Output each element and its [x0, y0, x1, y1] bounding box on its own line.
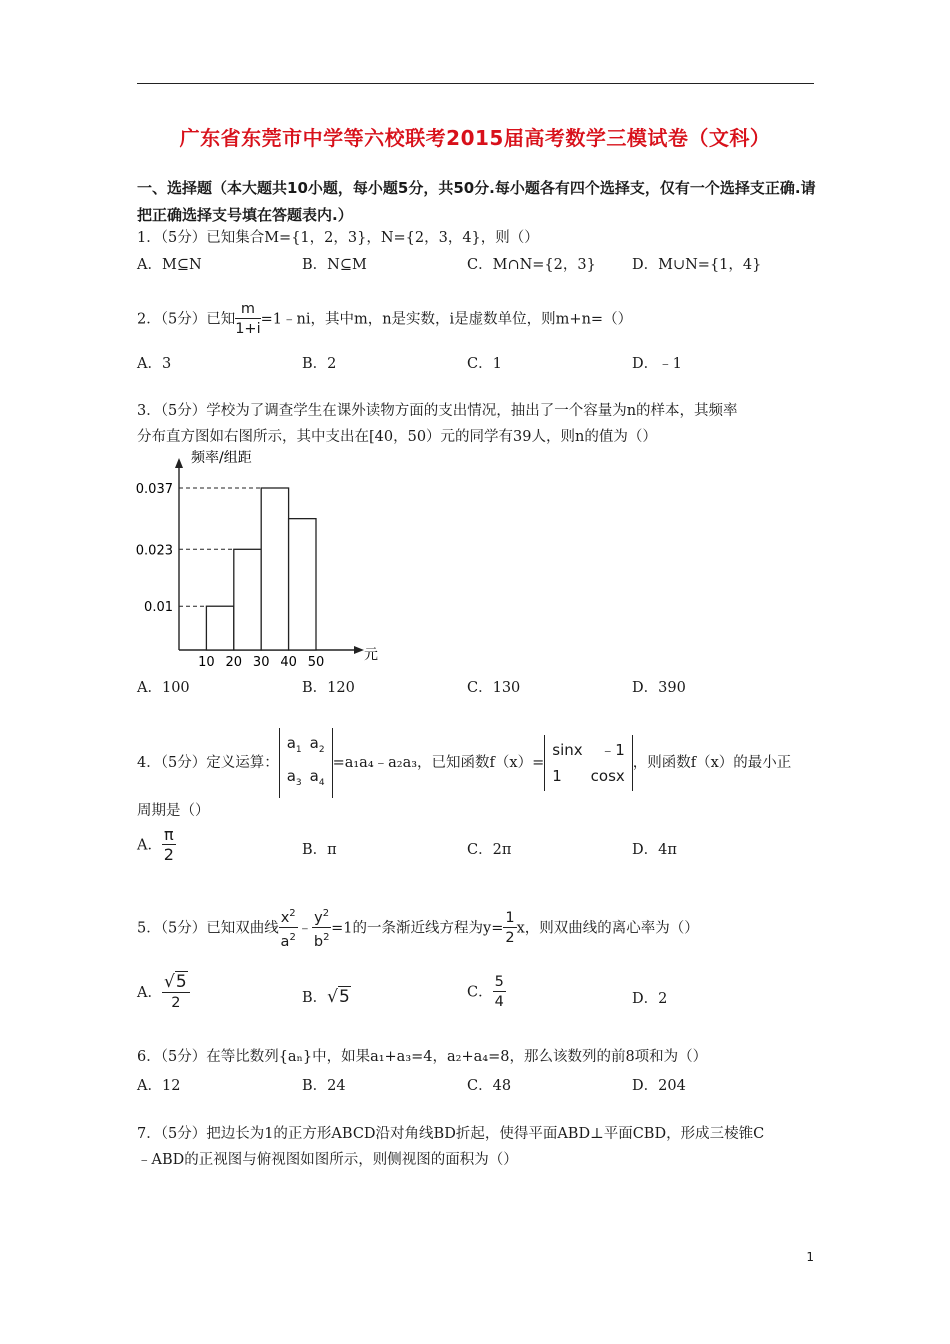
q5-option-a: A． $\frac{√5}{2}$: [137, 973, 190, 1013]
page-number: 1: [806, 1250, 814, 1264]
q2-option-a: A．3: [137, 356, 172, 372]
q6-option-a: A．12: [137, 1078, 181, 1094]
q2-suffix: =1﹣ni，其中m，n是实数，i是虚数单位，则m+n=（）: [260, 311, 633, 328]
section-heading: 一、选择题（本大题共10小题，每小题5分，共50分.每小题各有四个选择支，仅有一个选择支正确.请把正确选择支号填在答题表内.）: [137, 179, 816, 224]
y-tick-label: 0.01: [144, 600, 173, 616]
y-axis-label: 频率/组距: [191, 450, 252, 466]
histogram-bar: [289, 519, 316, 650]
x2-over-a2-fraction: $\frac{x^2}{a^2}$: [279, 905, 298, 952]
x-tick-label: 50: [307, 655, 325, 670]
q3-option-a: A．100: [137, 680, 190, 696]
y-tick-label: 0.037: [135, 482, 173, 497]
q6-option-c: C．48: [467, 1078, 512, 1094]
question-4-line2: 周期是（）: [137, 803, 210, 819]
det-cell: $a_2$: [309, 734, 325, 755]
question-5: 5．（5分）已知双曲线 $\frac{x^2}{a^2}$ ﹣ $\frac{y^2}{b^2}$ =1的一条渐近线方程为y= $\frac{1}{2}$ x，则双曲线的离心率为（）: [137, 905, 699, 952]
sqrt5: √5: [327, 987, 350, 1007]
q2-frac-num: m: [235, 300, 260, 319]
x-tick-label: 20: [225, 655, 243, 670]
q4-suffix: ，则函数f（x）的最小正: [632, 755, 792, 771]
sqrt5-over-2-fraction: $\frac{√5}{2}$: [162, 973, 190, 1013]
question-7-line2: ﹣ABD的正视图与俯视图如图所示，则侧视图的面积为（）: [137, 1152, 518, 1168]
q1-option-c: C．M∩N={2，3}: [467, 257, 596, 273]
x-tick-label: 40: [280, 655, 297, 670]
q3-option-b: B．120: [302, 680, 355, 696]
pi-over-2-fraction: $\frac{\pi}{2}$: [163, 825, 174, 864]
x-axis-arrow: [354, 646, 364, 654]
one-half-fraction: $\frac{1}{2}$: [505, 909, 515, 946]
question-6: 6．（5分）在等比数列{aₙ}中，如果a₁+a₃=4，a₂+a₄=8，那么该数列的前8项和为（）: [137, 1049, 708, 1065]
histogram-plot: [136, 450, 378, 670]
q2-option-b: B．2: [302, 356, 337, 372]
det-cell: ﹣1: [600, 741, 625, 759]
q2-option-d: D．﹣1: [632, 356, 682, 372]
q1-option-d: D．M∪N={1，4}: [632, 257, 762, 273]
q4-determinant-def: [279, 728, 333, 798]
q1-option-b: B．N⊆M: [302, 257, 367, 273]
q5-suffix: x，则双曲线的离心率为（）: [516, 920, 699, 937]
q3-option-c: C．130: [467, 680, 521, 696]
q5-middle: =1的一条渐近线方程为y=: [331, 920, 504, 937]
y-axis-arrow: [175, 458, 183, 468]
det-cell: sinx: [552, 741, 583, 759]
q2-prefix: 2．（5分）已知: [137, 311, 236, 328]
q5-prefix: 5．（5分）已知双曲线: [137, 920, 279, 937]
q5-option-d: D．2: [632, 991, 668, 1007]
q2-frac-den: 1+i: [235, 321, 261, 337]
det-cell: $a_4$: [309, 767, 325, 788]
page-title: 广东省东莞市中学等六校联考2015届高考数学三模试卷（文科）: [179, 126, 771, 150]
x-tick-label: 10: [198, 655, 215, 670]
x-axis-label: 元: [364, 647, 378, 663]
five-fourths-fraction: $\frac{5}{4}$: [494, 974, 504, 1010]
q4-prefix: 4．（5分）定义运算：: [137, 755, 279, 771]
det-cell: cosx: [590, 767, 625, 785]
q4-option-d: D．4π: [632, 842, 677, 858]
q4-function-determinant: [544, 735, 633, 791]
q4-option-b: B．π: [302, 842, 337, 858]
question-3-line1: 3．（5分）学校为了调查学生在课外读物方面的支出情况，抽出了一个容量为n的样本，其频率: [137, 403, 738, 419]
x-tick-label: 30: [252, 655, 270, 670]
histogram-chart: [130, 450, 390, 672]
y2-over-b2-fraction: $\frac{y^2}{b^2}$: [312, 905, 331, 952]
histogram-bar: [206, 606, 233, 650]
q2-fraction: [235, 300, 260, 339]
q1-option-a: A．M⊆N: [137, 257, 202, 273]
question-7-line1: 7．（5分）把边长为1的正方形ABCD沿对角线BD折起，使得平面ABD⊥平面CBD，形成三棱锥C: [137, 1126, 765, 1142]
det-cell: $a_3$: [286, 767, 302, 788]
histogram-bar: [261, 488, 288, 650]
q2-option-c: C．1: [467, 356, 502, 372]
y-tick-label: 0.023: [135, 543, 173, 559]
q6-option-b: B．24: [302, 1078, 346, 1094]
header-rule: [137, 83, 814, 84]
det-cell: $a_1$: [286, 734, 302, 755]
histogram-bar: [234, 549, 261, 650]
q4-middle: =a₁a₄﹣a₂a₃，已知函数f（x）=: [332, 755, 545, 771]
q5-option-c: C． $\frac{5}{4}$: [467, 974, 504, 1010]
q4-option-a: A． $\frac{\pi}{2}$: [137, 825, 174, 864]
question-4: [137, 728, 791, 798]
question-3-line2: 分布直方图如右图所示，其中支出在[40，50）元的同学有39人，则n的值为（）: [137, 429, 657, 445]
q4-option-c: C．2π: [467, 842, 512, 858]
q5-option-b: B．√5: [302, 987, 350, 1007]
question-1: 1．（5分）已知集合M={1，2，3}，N={2，3，4}，则（）: [137, 230, 539, 246]
question-2: [137, 300, 632, 339]
q3-option-d: D．390: [632, 680, 686, 696]
det-cell: 1: [552, 767, 562, 785]
q6-option-d: D．204: [632, 1078, 686, 1094]
